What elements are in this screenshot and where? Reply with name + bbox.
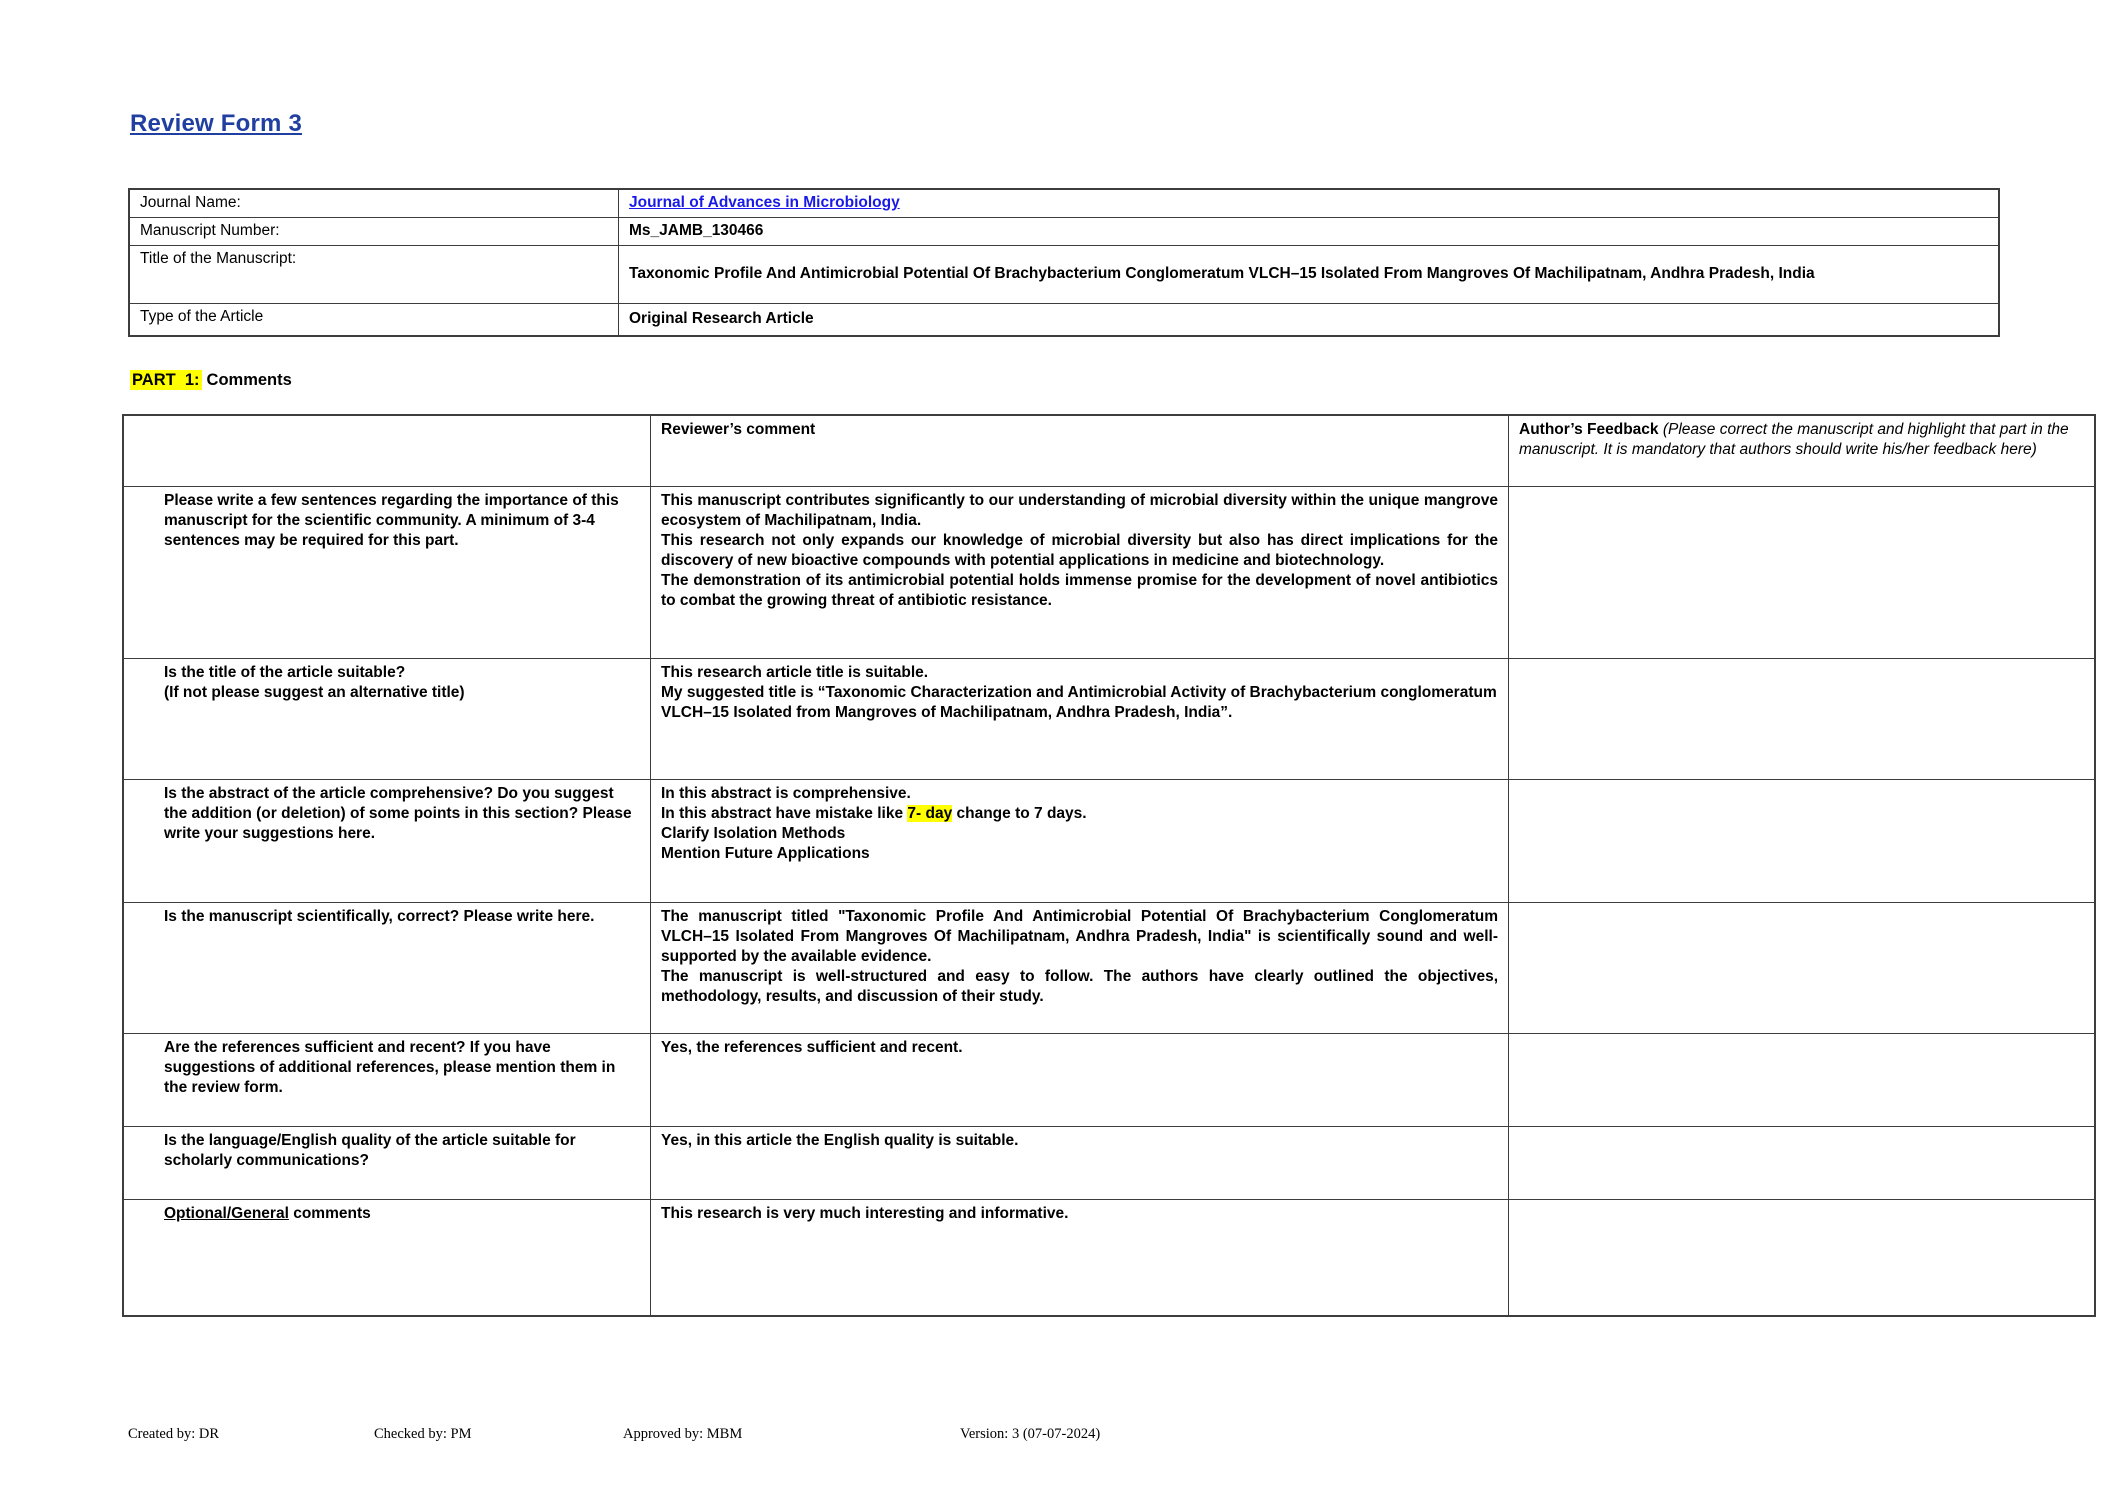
footer-created-by: Created by: DR: [128, 1426, 220, 1442]
info-row-manuscript-number: [129, 217, 1999, 245]
document-title: Review Form 3: [130, 110, 302, 137]
comment-paragraph: My suggested title is “Taxonomic Characterization and Antimicrobial Activity of Brachybacterium conglomeratum VLCH–15 Isolated from Mangroves of Machilipatnam, Andhra Pradesh, India”.: [661, 684, 1497, 721]
manuscript-info-table: [128, 188, 2000, 337]
part1-heading: [130, 371, 292, 390]
comment-paragraph: This research is very much interesting and informative.: [661, 1205, 1069, 1222]
author-feedback-cell[interactable]: [1509, 1200, 2096, 1317]
reviewer-comment-header: Reviewer’s comment: [651, 415, 1509, 487]
comment-text: In this abstract have mistake like: [661, 805, 908, 822]
question-line: Is the title of the article suitable?: [164, 664, 406, 681]
comment-language-quality: [651, 1127, 1509, 1200]
journal-link[interactable]: Journal of Advances in Microbiology: [629, 194, 900, 212]
author-feedback-header: [1509, 415, 2096, 487]
author-feedback-cell[interactable]: [1509, 780, 2096, 903]
row-references: [123, 1034, 2095, 1127]
manuscript-title-label: Title of the Manuscript:: [129, 245, 619, 303]
comment-title-suitability: [651, 659, 1509, 780]
comments-table: [122, 414, 2096, 1317]
author-feedback-cell[interactable]: [1509, 903, 2096, 1034]
author-feedback-cell[interactable]: [1509, 1127, 2096, 1200]
comment-line: Clarify Isolation Methods: [661, 825, 846, 842]
general-comments-label-rest: comments: [288, 1205, 371, 1222]
footer-version: Version: 3 (07-07-2024): [960, 1426, 1101, 1442]
row-general-comments: [123, 1200, 2095, 1317]
comments-header-row: [123, 415, 2095, 487]
question-language-quality: Is the language/English quality of the article suitable for scholarly communications?: [123, 1127, 651, 1200]
comment-text: change to 7 days.: [952, 805, 1087, 822]
footer-checked-by: Checked by: PM: [374, 1426, 472, 1442]
footer-approved-by: Approved by: MBM: [623, 1426, 743, 1442]
comment-paragraph: This manuscript contributes significantly to our understanding of microbial diversity within the unique mangrove ecosystem of Machilipatnam, India.: [661, 492, 1498, 529]
author-feedback-header-note: (Please correct the manuscript and highlight that part in the manuscript. It is mandatory that authors should write his/her feedback here): [1519, 421, 2069, 458]
comment-paragraph: The demonstration of its antimicrobial potential holds immense promise for the development of novel antibiotics to combat the growing threat of antibiotic resistance.: [661, 572, 1498, 609]
header-corner-cell: [123, 415, 651, 487]
question-scientific-correctness: Is the manuscript scientifically, correct? Please write here.: [123, 903, 651, 1034]
author-feedback-cell[interactable]: [1509, 659, 2096, 780]
journal-name-value: [619, 189, 2000, 217]
info-row-manuscript-title: [129, 245, 1999, 303]
comment-general: [651, 1200, 1509, 1317]
info-row-journal-name: [129, 189, 1999, 217]
question-title-suitability: [123, 659, 651, 780]
journal-name-label: Journal Name:: [129, 189, 619, 217]
comment-line: In this abstract is comprehensive.: [661, 785, 911, 802]
article-type-label: Type of the Article: [129, 303, 619, 336]
comment-paragraph: The manuscript is well-structured and easy to follow. The authors have clearly outlined the objectives, methodology, results, and discussion of their study.: [661, 968, 1498, 1005]
highlighted-correction: 7- day: [907, 805, 953, 822]
comment-paragraph: This research not only expands our knowledge of microbial diversity but also has direct implications for the discovery of new bioactive compounds with potential applications in medicine and biotechnology.: [661, 532, 1498, 569]
part1-heading-highlight: PART 1:: [132, 371, 200, 389]
general-comments-label: [123, 1200, 651, 1317]
comment-line: Mention Future Applications: [661, 845, 870, 862]
row-title-suitability: [123, 659, 2095, 780]
manuscript-number-value: Ms_JAMB_130466: [619, 217, 2000, 245]
row-abstract: [123, 780, 2095, 903]
comment-line: [661, 804, 1498, 824]
question-line: (If not please suggest an alternative title): [164, 684, 465, 701]
comment-importance: [651, 487, 1509, 659]
question-references: Are the references sufficient and recent? If you have suggestions of additional references, please mention them in the review form.: [123, 1034, 651, 1127]
question-importance: Please write a few sentences regarding the importance of this manuscript for the scientific community. A minimum of 3-4 sentences may be required for this part.: [123, 487, 651, 659]
article-type-value: Original Research Article: [619, 303, 2000, 336]
author-feedback-cell[interactable]: [1509, 487, 2096, 659]
comment-paragraph: The manuscript titled "Taxonomic Profile And Antimicrobial Potential Of Brachybacterium Conglomeratum VLCH–15 Isolated From Mangroves Of Machilipatnam, Andhra Pradesh, India" is scientifically sound and well-supported by the available evidence.: [661, 908, 1498, 965]
question-abstract: Is the abstract of the article comprehensive? Do you suggest the addition (or deletion) of some points in this section? Please write your suggestions here.: [123, 780, 651, 903]
info-row-article-type: [129, 303, 1999, 336]
comment-abstract: [651, 780, 1509, 903]
comment-scientific-correctness: [651, 903, 1509, 1034]
general-comments-label-underlined: Optional/General: [164, 1205, 289, 1222]
author-feedback-cell[interactable]: [1509, 1034, 2096, 1127]
row-importance: [123, 487, 2095, 659]
row-language-quality: [123, 1127, 2095, 1200]
comment-paragraph: Yes, the references sufficient and recent.: [661, 1039, 963, 1056]
manuscript-title-value: Taxonomic Profile And Antimicrobial Potential Of Brachybacterium Conglomeratum VLCH–15 Isolated From Mangroves Of Machilipatnam, Andhra Pradesh, India: [619, 245, 2000, 303]
comment-paragraph: Yes, in this article the English quality is suitable.: [661, 1132, 1019, 1149]
author-feedback-header-title: Author’s Feedback: [1519, 421, 1663, 438]
part1-heading-label: Comments: [206, 371, 292, 389]
manuscript-number-label: Manuscript Number:: [129, 217, 619, 245]
comment-paragraph: This research article title is suitable.: [661, 664, 929, 681]
comment-references: [651, 1034, 1509, 1127]
row-scientific-correctness: [123, 903, 2095, 1034]
